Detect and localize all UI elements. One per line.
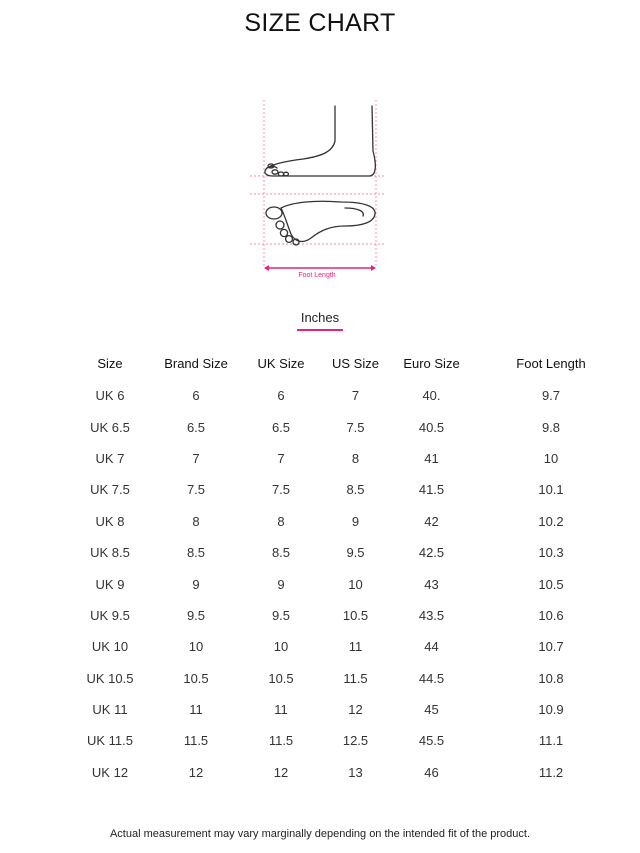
table-cell: 7 bbox=[277, 450, 285, 466]
table-cell: 6 bbox=[277, 388, 285, 404]
table-cell: 10.6 bbox=[538, 607, 564, 623]
table-cell: 8 bbox=[277, 513, 285, 529]
table-row bbox=[60, 411, 620, 442]
table-cell: 40. bbox=[422, 388, 441, 404]
table-cell: 10.5 bbox=[183, 670, 209, 686]
table-cell: UK 8 bbox=[95, 513, 125, 529]
table-cell: 7.5 bbox=[271, 482, 291, 498]
column-header: Size bbox=[97, 356, 123, 371]
table-cell: 13 bbox=[348, 764, 363, 780]
table-cell: 44 bbox=[424, 639, 439, 655]
table-cell: 11.2 bbox=[538, 764, 564, 780]
table-cell: UK 12 bbox=[91, 764, 129, 780]
table-cell: 11.5 bbox=[183, 733, 209, 749]
table-cell: 10 bbox=[273, 639, 289, 655]
table-cell: 10.5 bbox=[538, 576, 564, 592]
table-cell: 10.9 bbox=[538, 702, 564, 718]
tab-inches[interactable] bbox=[299, 308, 341, 331]
foot-sole-icon bbox=[266, 201, 375, 245]
table-row bbox=[60, 474, 620, 505]
table-cell: UK 10.5 bbox=[86, 670, 134, 686]
table-cell: 11 bbox=[274, 702, 288, 718]
table-cell: UK 10 bbox=[91, 639, 129, 655]
table-cell: 12 bbox=[348, 702, 363, 718]
table-row bbox=[60, 380, 620, 411]
table-cell: 9 bbox=[277, 576, 285, 592]
table-cell: 10 bbox=[348, 576, 363, 592]
table-cell: 8.5 bbox=[186, 545, 206, 561]
table-cell: 40.5 bbox=[418, 419, 445, 435]
table-cell: 8 bbox=[351, 450, 360, 466]
table-row bbox=[60, 694, 620, 725]
tab-active-indicator bbox=[297, 329, 343, 331]
table-cell: UK 7.5 bbox=[90, 482, 130, 498]
column-header: UK Size bbox=[257, 356, 305, 371]
table-cell: 44.5 bbox=[418, 670, 445, 686]
table-cell: 41.5 bbox=[418, 482, 445, 498]
table-cell: UK 6.5 bbox=[90, 419, 130, 435]
table-cell: 7.5 bbox=[186, 482, 206, 498]
column-header: US Size bbox=[332, 356, 379, 371]
table-cell: UK 11 bbox=[92, 702, 128, 718]
table-cell: 10 bbox=[188, 639, 204, 655]
table-cell: 7 bbox=[192, 450, 200, 466]
table-cell: UK 9.5 bbox=[90, 607, 130, 623]
table-cell: 41 bbox=[424, 450, 439, 466]
table-cell: 42 bbox=[424, 513, 439, 529]
table-row bbox=[60, 757, 620, 788]
table-cell: 10.3 bbox=[538, 545, 564, 561]
table-cell: 10.5 bbox=[342, 607, 369, 623]
table-cell: 8.5 bbox=[271, 545, 291, 561]
table-cell: UK 7 bbox=[95, 450, 125, 466]
foot-length-arrow-icon bbox=[264, 265, 376, 271]
table-row bbox=[60, 725, 620, 756]
table-body bbox=[60, 380, 620, 788]
table-cell: 10.7 bbox=[538, 639, 564, 655]
table-cell: 6.5 bbox=[271, 419, 291, 435]
column-header: Brand Size bbox=[164, 356, 228, 371]
unit-tabs bbox=[0, 308, 640, 331]
table-cell: 11 bbox=[189, 702, 203, 718]
table-row bbox=[60, 631, 620, 662]
table-cell: 9.5 bbox=[271, 607, 291, 623]
table-row bbox=[60, 663, 620, 694]
table-cell: 8 bbox=[192, 513, 200, 529]
table-cell: UK 6 bbox=[95, 388, 125, 404]
table-cell: 43 bbox=[424, 576, 439, 592]
table-row bbox=[60, 568, 620, 599]
table-cell: 42.5 bbox=[418, 545, 445, 561]
table-cell: 46 bbox=[424, 764, 439, 780]
table-cell: 8.5 bbox=[346, 482, 365, 498]
table-cell: 45.5 bbox=[418, 733, 445, 749]
table-cell: 10.8 bbox=[538, 670, 564, 686]
table-cell: 9.5 bbox=[186, 607, 206, 623]
foot-length-label: Foot Length bbox=[298, 272, 336, 279]
table-cell: 11 bbox=[348, 639, 363, 655]
table-cell: UK 9 bbox=[95, 576, 125, 592]
table-row bbox=[60, 600, 620, 631]
column-header: Euro Size bbox=[403, 356, 460, 371]
column-header: Foot Length bbox=[516, 356, 586, 371]
table-cell: 45 bbox=[424, 702, 439, 718]
table-cell: 10.2 bbox=[538, 513, 564, 529]
table-cell: 6.5 bbox=[186, 419, 206, 435]
table-cell: 9.7 bbox=[541, 388, 561, 404]
table-cell: 12 bbox=[188, 764, 204, 780]
size-table bbox=[60, 347, 620, 788]
footnote: Actual measurement may vary marginally depending on the intended fit of the product. bbox=[109, 828, 531, 840]
table-row bbox=[60, 443, 620, 474]
table-cell: 11.1 bbox=[538, 733, 564, 749]
table-cell: 9 bbox=[351, 513, 360, 529]
table-row bbox=[60, 537, 620, 568]
table-cell: 9.8 bbox=[541, 419, 561, 435]
page-title: SIZE CHART bbox=[244, 9, 396, 37]
table-cell: 11.5 bbox=[343, 670, 368, 686]
table-cell: 7 bbox=[351, 388, 360, 404]
table-cell: 12 bbox=[273, 764, 289, 780]
table-cell: 10.1 bbox=[538, 482, 564, 498]
table-cell: 12.5 bbox=[342, 733, 369, 749]
table-cell: 6 bbox=[192, 388, 200, 404]
table-header-row bbox=[60, 347, 620, 380]
foot-measurement-diagram bbox=[245, 96, 390, 286]
table-cell: 9 bbox=[192, 576, 200, 592]
table-cell: 11.5 bbox=[268, 733, 294, 749]
table-row bbox=[60, 506, 620, 537]
table-cell: 7.5 bbox=[346, 419, 365, 435]
table-cell: 10 bbox=[543, 450, 559, 466]
tab-inches-label: Inches bbox=[300, 310, 340, 325]
table-cell: UK 8.5 bbox=[90, 545, 130, 561]
table-cell: 43.5 bbox=[418, 607, 445, 623]
table-cell: UK 11.5 bbox=[86, 733, 133, 749]
table-cell: 10.5 bbox=[268, 670, 294, 686]
table-cell: 9.5 bbox=[346, 545, 365, 561]
foot-side-icon bbox=[265, 106, 375, 176]
